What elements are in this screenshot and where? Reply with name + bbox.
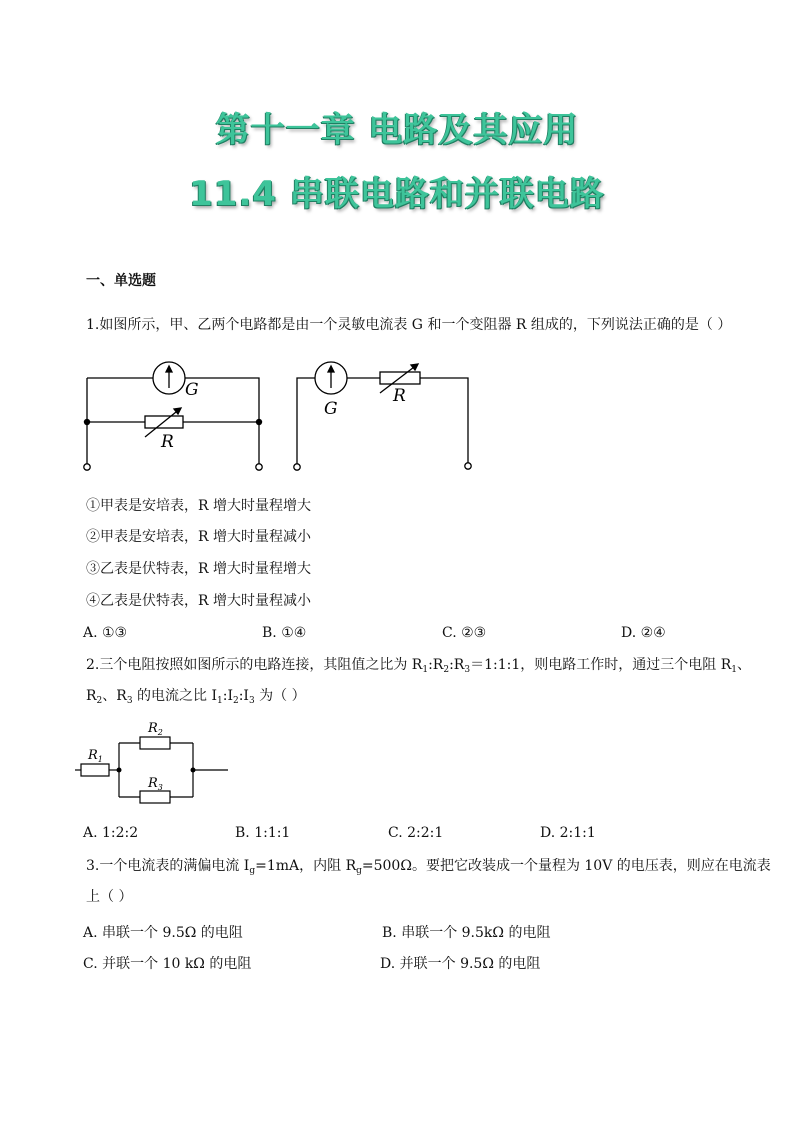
q3-stem-line2: 上（ ） [86,889,133,905]
yi-left-wire [297,378,315,465]
q1-statement-2: ②甲表是安培表，R 增大时量程减小 [86,529,311,545]
q1-option-c[interactable]: C. ②③ [442,625,487,641]
q2-label-r3: $R_3$ [148,776,163,792]
q2-label-r1: $R_1$ [88,748,103,764]
q2-circuit-figure [73,718,233,808]
chapter-title: 第十一章 电路及其应用 [215,110,579,150]
q1-option-b[interactable]: B. ①④ [262,625,307,641]
yi-label-r: R [393,386,406,406]
q2-node-left [117,768,122,773]
section-title: 11.4 串联电路和并联电路 [189,174,605,214]
circuit-yi [294,362,471,470]
q2-stem-line2: $R_2$、$R_3$ 的电流之比 $I_1:I_2:I_3$ 为（ ） [86,688,306,706]
q2-option-d[interactable]: D. 2:1:1 [540,825,596,841]
jia-label-r: R [161,432,174,452]
q1-circuit-figure [75,355,475,480]
jia-node-right [256,419,262,425]
q2-option-c[interactable]: C. 2:2:1 [388,825,444,841]
q2-option-a[interactable]: A. 1:2:2 [83,825,139,841]
circuit-jia [84,362,262,470]
q1-statement-3: ③乙表是伏特表，R 增大时量程增大 [86,561,311,577]
jia-terminal-left [84,464,90,470]
q1-stem: 1.如图所示，甲、乙两个电路都是由一个灵敏电流表 G 和一个变阻器 R 组成的，下列说法正确的是（ ） [86,317,732,333]
q2-resistor-r1 [81,764,109,776]
yi-right-wire [420,378,468,463]
q2-label-r2: $R_2$ [148,721,163,737]
yi-terminal-left [294,464,300,470]
yi-terminal-right [465,463,471,469]
q3-option-a[interactable]: A. 串联一个 9.5Ω 的电阻 [83,925,243,941]
q3-option-d[interactable]: D. 并联一个 9.5Ω 的电阻 [380,956,541,972]
q3-option-b[interactable]: B. 串联一个 9.5kΩ 的电阻 [382,925,551,941]
yi-label-g: G [324,399,338,419]
q3-option-c[interactable]: C. 并联一个 10 kΩ 的电阻 [83,956,252,972]
q1-option-a[interactable]: A. ①③ [83,625,128,641]
q1-option-d[interactable]: D. ②④ [621,625,666,641]
jia-node-left [84,419,90,425]
q2-node-right [191,768,196,773]
jia-terminal-right [256,464,262,470]
q2-stem-line1: 2.三个电阻按照如图所示的电路连接，其阻值之比为 $R_1:R_2:R_3=1:1:1$，则电路工作时，通过三个电阻 $R_1$、 [86,657,751,675]
jia-label-g: G [185,380,199,400]
q2-resistor-r3 [140,791,170,803]
q1-statement-1: ①甲表是安培表，R 增大时量程增大 [86,498,311,514]
q1-statement-4: ④乙表是伏特表，R 增大时量程减小 [86,593,311,609]
q2-option-b[interactable]: B. 1:1:1 [235,825,291,841]
section-heading: 一、单选题 [86,273,156,289]
q3-stem-line1: 3.一个电流表的满偏电流 $I_g=1mA$，内阻 $R_g=500\Omega$。要把它改装成一个量程为 10V 的电压表，则应在电流表 [86,858,771,876]
q2-resistor-r2 [140,737,170,749]
